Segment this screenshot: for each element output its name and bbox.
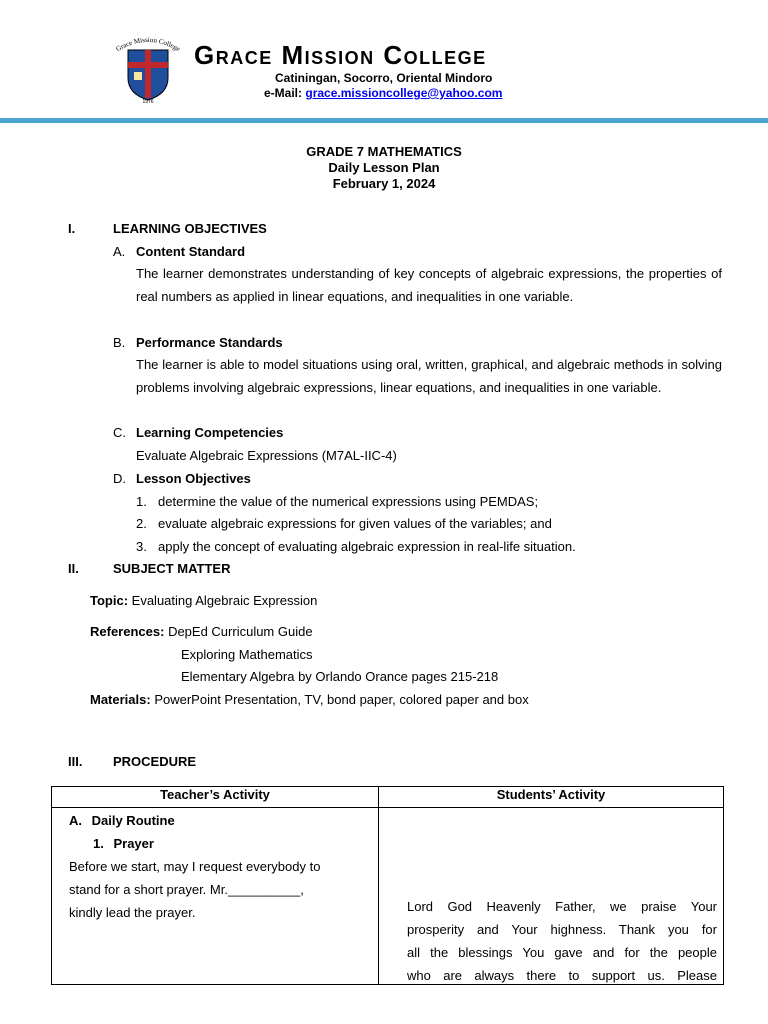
letterhead [0,0,768,125]
learning-competencies-label: Learning Competencies [136,425,284,440]
svg-text:1976: 1976 [142,99,154,104]
section-3-heading: PROCEDURE [113,754,197,769]
section-2-numeral: II. [68,561,79,576]
svg-text:Grace Mission College: Grace Mission College [114,35,182,54]
title-plan: Daily Lesson Plan [328,160,440,175]
procedure-row [52,808,724,985]
teacher-activity-header: Teacher’s Activity [52,787,379,808]
section-1-heading: LEARNING OBJECTIVES [113,221,267,236]
students-activity-cell [379,808,724,985]
student-line: all the blessings You gave and for the people [407,945,717,960]
procedure-table [51,786,724,985]
reference-1: DepEd Curriculum Guide [168,624,313,639]
college-seal-logo [106,32,190,104]
objective-3-text: apply the concept of evaluating algebraic expression in real-life situation. [158,539,576,554]
objective-1-number: 1. [136,494,147,509]
teacher-line: stand for a short prayer. Mr.__________, [69,882,304,897]
performance-standards-label: Performance Standards [136,335,283,350]
learning-competencies-text: Evaluate Algebraic Expressions (M7AL-IIC-4) [136,448,397,463]
email-link[interactable]: grace.missioncollege@yahoo.com [305,86,503,100]
lesson-objectives-label: Lesson Objectives [136,471,251,486]
objective-1-text: determine the value of the numerical expressions using PEMDAS; [158,494,539,509]
materials-value: PowerPoint Presentation, TV, bond paper, colored paper and box [154,692,529,707]
college-address: Catiningan, Socorro, Oriental Mindoro [275,71,493,85]
item-b-letter: B. [113,335,126,350]
document-title [0,144,768,192]
performance-standards-text: The learner is able to model situations using oral, written, graphical, and algebraic methods in solving problems involving algebraic expressions, linear equations, and inequalities in one variable. [136,357,722,395]
references-line [90,624,313,639]
item-c-letter: C. [113,425,126,440]
teacher-activity-cell [52,808,379,985]
title-date: February 1, 2024 [332,176,436,191]
content-standard-text: The learner demonstrates understanding of key concepts of algebraic expressions, the properties of real numbers as applied in linear equations, and inequalities in one variable. [136,266,722,304]
topic-label: Topic: [90,593,129,608]
students-activity-header: Students’ Activity [379,787,724,808]
item-d-letter: D. [113,471,126,486]
section-3-numeral: III. [68,754,83,769]
references-label: References: [90,624,165,639]
objective-2-text: evaluate algebraic expressions for given values of the variables; and [158,516,552,531]
email-label: e-Mail: [264,86,303,100]
student-line: Lord God Heavenly Father, we praise Your [407,899,717,914]
student-line: who are always there to support us. Please [407,968,717,983]
student-line: prosperity and Your highness. Thank you for [407,922,717,937]
materials-line [90,692,529,707]
college-email-line [264,86,502,100]
content-standard-label: Content Standard [136,244,246,259]
objective-3-number: 3. [136,539,147,554]
topic-value: Evaluating Algebraic Expression [131,593,318,608]
prayer-heading: 1. Prayer [93,836,154,851]
topic-line [90,593,317,608]
teacher-line: Before we start, may I request everybody to [69,859,321,874]
college-name: Grace Mission College [194,40,487,70]
section-2-heading: SUBJECT MATTER [113,561,231,576]
teacher-line: kindly lead the prayer. [69,905,196,920]
materials-label: Materials: [90,692,151,707]
section-1-numeral: I. [68,221,76,236]
item-a-letter: A. [113,244,126,259]
reference-3: Elementary Algebra by Orlando Orance pages 215-218 [181,669,499,684]
reference-2: Exploring Mathematics [181,647,313,662]
daily-routine-heading: A. Daily Routine [69,813,175,828]
procedure-header-row [52,787,724,808]
objective-2-number: 2. [136,516,147,531]
header-rule [0,118,768,123]
title-grade: GRADE 7 MATHEMATICS [306,144,462,159]
